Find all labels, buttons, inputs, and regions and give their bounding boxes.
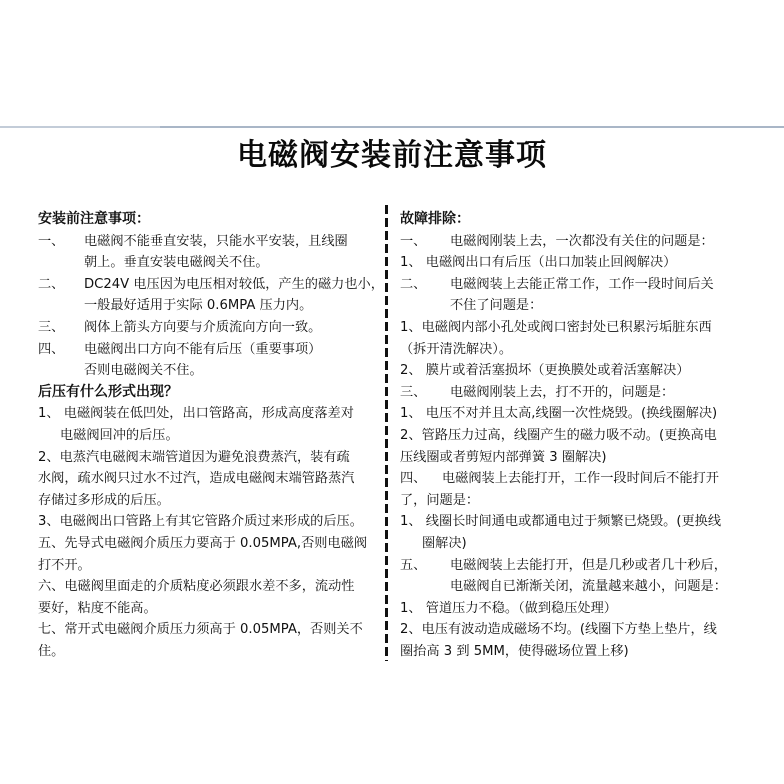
paragraph-line: 五、先导式电磁阀介质压力要高于 0.05MPA,否则电磁阀 — [38, 535, 368, 551]
paragraph-line: 2、电蒸汽电磁阀末端管道因为避免浪费蒸汽，装有疏 — [38, 449, 350, 465]
paragraph-line: 圈抬高 3 到 5MM，使得磁场位置上移) — [400, 643, 629, 659]
paragraph-line: 1、 电压不对并且太高,线圈一次性烧毁。(换线圈解决) — [400, 406, 718, 422]
paragraph-line: 了，问题是： — [400, 492, 480, 508]
paragraph-line: 存储过多形成的后压。 — [38, 492, 170, 508]
paragraph-line: 六、电磁阀里面走的介质粘度必须跟水差不多，流动性 — [38, 579, 355, 595]
list-item-cont: 电磁阀自已渐渐关闭，流量越来越小，问题是： — [450, 579, 727, 595]
paragraph-line: 打不开。 — [38, 557, 91, 573]
list-item: 一、 电磁阀刚装上去，一次都没有关住的问题是： — [400, 233, 714, 249]
paragraph-line: 2、电压有波动造成磁场不均。(线圈下方垫上垫片，线 — [400, 622, 717, 638]
section-heading-backpressure: 后压有什么形式出现？ — [38, 383, 178, 400]
list-item: 四、 电磁阀出口方向不能有后压（重要事项） — [38, 341, 322, 357]
paragraph-line: 要好，粘度不能高。 — [38, 600, 157, 616]
paragraph-line: 2、管路压力过高，线圈产生的磁力吸不动。(更换高电 — [400, 427, 717, 443]
paragraph-line: 3、电磁阀出口管路上有其它管路介质过来形成的后压。 — [38, 514, 363, 530]
list-item-cont: 一般最好适用于实际 0.6MPA 压力内。 — [84, 298, 313, 314]
list-item: 四、 电磁阀装上去能打开，工作一段时间后不能打开 — [400, 471, 719, 487]
paragraph-line: （拆开清洗解决）。 — [400, 341, 513, 357]
section-heading-troubleshooting: 故障排除： — [400, 211, 470, 227]
paragraph-line: 1、电磁阀内部小孔处或阀口密封处已积累污垢脏东西 — [400, 319, 712, 335]
list-item: 三、 电磁阀刚装上去，打不开的，问题是： — [400, 384, 675, 400]
paragraph-line: 压线圈或者剪短内部弹簧 3 圈解决) — [400, 449, 607, 465]
list-item: 二、 电磁阀装上去能正常工作，工作一段时间后关 — [400, 276, 714, 292]
paragraph-line: 1、 管道压力不稳。（做到稳压处理） — [400, 600, 617, 616]
paragraph-line: 1、 线圈长时间通电或都通电过于频繁已烧毁。(更换线 — [400, 514, 722, 530]
paragraph-line: 1、 电磁阀出口有后压（出口加装止回阀解决） — [400, 255, 677, 271]
paragraph-line: 电磁阀回冲的后压。 — [60, 427, 179, 443]
paragraph-line: 七、常开式电磁阀介质压力须高于 0.05MPA，否则关不 — [38, 622, 363, 638]
paragraph-line: 圈解决) — [422, 535, 467, 551]
list-item: 二、 DC24V 电压因为电压相对较低，产生的磁力也小， — [38, 276, 384, 292]
list-item: 一、 电磁阀不能垂直安装，只能水平安装，且线圈 — [38, 233, 348, 249]
section-heading-precautions: 安装前注意事项： — [38, 211, 150, 227]
left-column — [38, 209, 383, 662]
top-rule — [0, 126, 784, 128]
right-column — [400, 209, 750, 662]
page-title: 电磁阀安装前注意事项 — [237, 138, 547, 173]
list-item-cont: 不住了问题是： — [450, 298, 543, 314]
list-item: 三、 阀体上箭头方向要与介质流向方向一致。 — [38, 319, 322, 335]
list-item-cont: 否则电磁阀关不住。 — [84, 363, 203, 379]
list-item-cont: 朝上。垂直安装电磁阀关不住。 — [84, 255, 269, 271]
column-divider — [385, 205, 388, 661]
paragraph-line: 水阀，疏水阀只过水不过汽，造成电磁阀末端管路蒸汽 — [38, 471, 355, 487]
paragraph-line: 2、 膜片或着活塞损坏（更换膜处或着活塞解决） — [400, 363, 690, 379]
list-item: 五、 电磁阀装上去能打开，但是几秒或者几十秒后， — [400, 557, 727, 573]
paragraph-line: 1、 电磁阀装在低凹处，出口管路高，形成高度落差对 — [38, 406, 354, 422]
paragraph-line: 住。 — [38, 643, 65, 659]
